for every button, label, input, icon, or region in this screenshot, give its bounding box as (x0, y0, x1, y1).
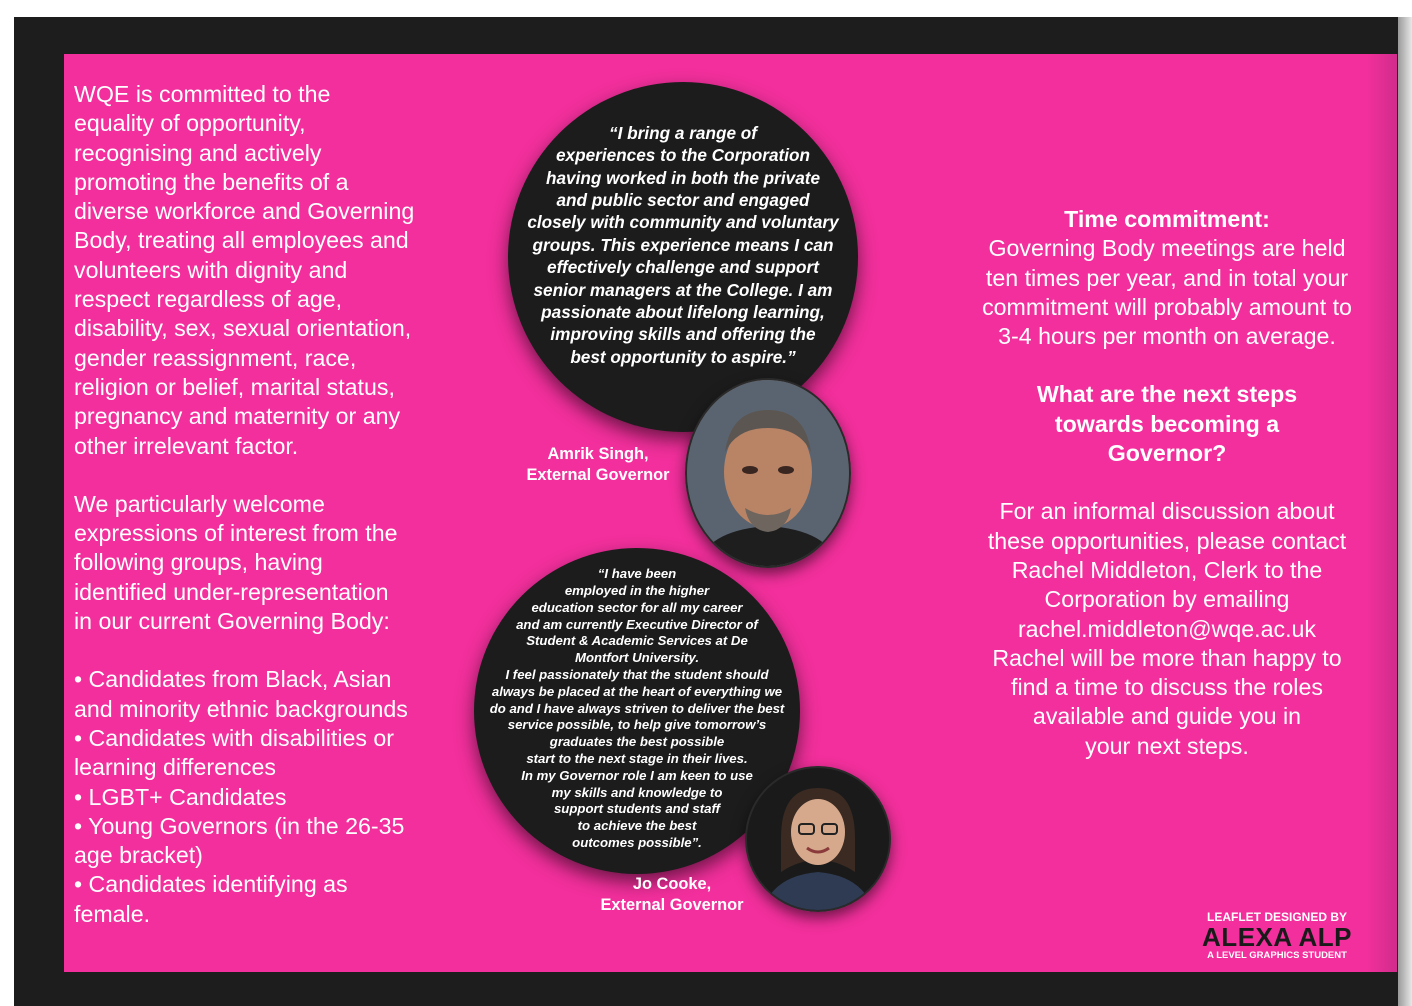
bullet-item: • LGBT+ Candidates (74, 783, 287, 810)
bullet-item: • Young Governors (in the 26-35 age bracket) (74, 812, 405, 869)
credit-name: ALEXA ALP (1202, 922, 1352, 952)
governor-photo-amrik (685, 378, 851, 568)
portrait-woman-icon (747, 768, 889, 910)
time-commitment-text: Governing Body meetings are held ten times per year, and in total your commitment will probably amount to 3-4 hours per month on average. (982, 235, 1352, 350)
welcome-paragraph: We particularly welcome expressions of interest from the following groups, having identified under-representation in our current Governing Body: (74, 490, 398, 635)
quote-bubble-amrik (508, 82, 858, 432)
bullet-item: • Candidates identifying as female. (74, 871, 348, 927)
governor-photo-jo (745, 766, 891, 912)
quote-text: “I have been employed in the higher education sector for all my career and am currently Executive Director of Student & Academic Services at De Montfort University. I feel passionately that the student should always be placed at the heart of everything we do and I have always striven to deliver the best service possible, to help give tomorrow’s graduates the best possible start to the next stage in their lives. In my Governor role I am keen to use my skills and knowledge to support students and staff to achieve the best outcomes possible”. (489, 566, 785, 850)
credit-line-1: LEAFLET DESIGNED BY (1206, 910, 1347, 924)
page-edge-shadow (1398, 17, 1412, 1006)
credit-line-3: A LEVEL GRAPHICS STUDENT (1207, 950, 1347, 961)
caption-amrik: Amrik Singh, External Governor (526, 445, 670, 484)
bullet-item: • Candidates with disabilities or learning differences (74, 724, 395, 781)
caption-jo: Jo Cooke, External Governor (600, 875, 744, 914)
next-steps-heading: What are the next steps towards becoming a Governor? (1036, 381, 1298, 467)
bullet-item: • Candidates from Black, Asian and minority ethnic backgrounds (74, 666, 408, 722)
right-column (962, 205, 1372, 761)
portrait-man-icon (687, 380, 849, 566)
designer-credit (1192, 910, 1362, 962)
left-column (74, 80, 444, 929)
contact-text: For an informal discussion about these opportunities, please contact Rachel Middleton, Clerk to the Corporation by emailing rachel.middleton@wqe.ac.uk Rachel will be more than happy to find a time to discuss the roles available and guide you in your next steps. (987, 498, 1347, 759)
equality-paragraph: WQE is committed to the equality of opportunity, recognising and actively promoting the benefits of a diverse workforce and Governing Body, treating all employees and volunteers with dignity and respect regardless of age, disability, sex, sexual orientation, gender reassignment, race, religion or belief, marital status, pregnancy and maternity or any other irrelevant factor. (74, 81, 415, 459)
quote-text: “I bring a range of experiences to the Corporation having worked in both the private and public sector and engaged closely with community and voluntary groups. This experience means I can effectively challenge and support senior managers at the College. I am passionate about lifelong learning, improving skills and offering the best opportunity to aspire.” (527, 122, 839, 367)
time-commitment-heading: Time commitment: (1064, 206, 1270, 232)
